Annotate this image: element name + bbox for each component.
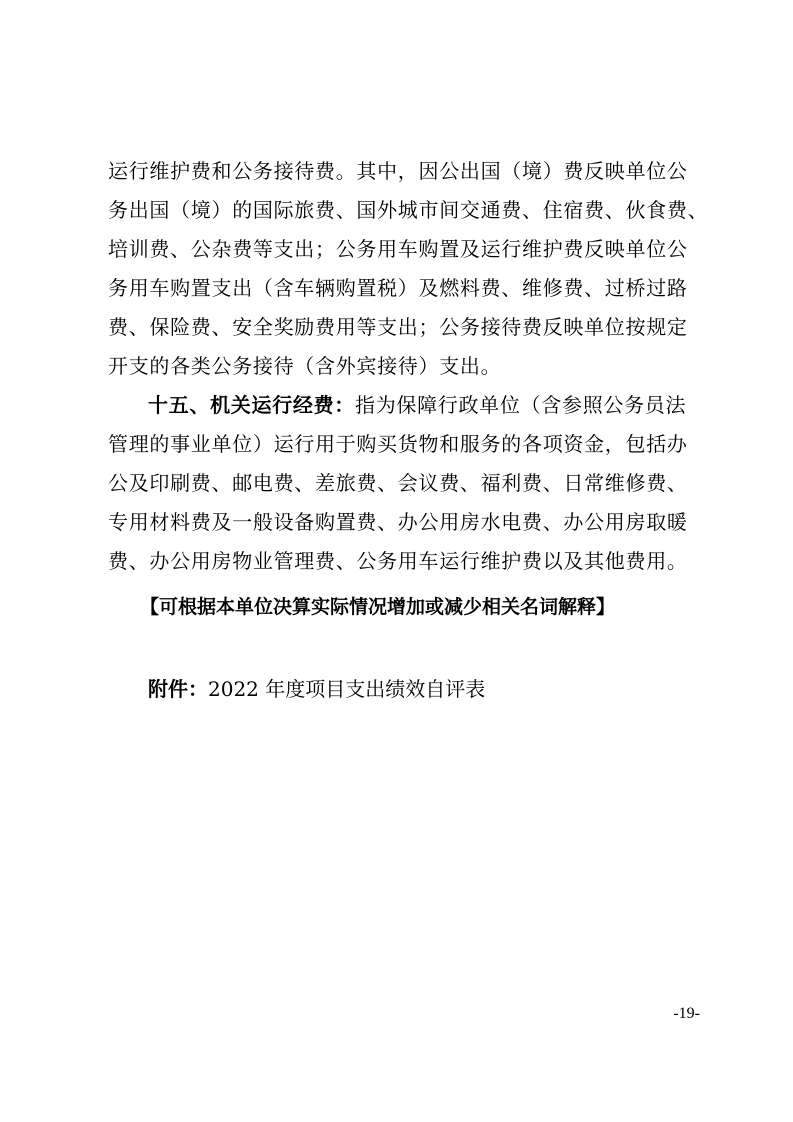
page-number: -19- (673, 1005, 700, 1022)
attachment-title: 2022 年度项目支出绩效自评表 (208, 677, 486, 701)
section-15-first-line (148, 386, 708, 424)
body-text-line: 费、保险费、安全奖励费用等支出；公务接待费反映单位按规定 (108, 315, 688, 339)
body-text-line: 培训费、公杂费等支出；公务用车购置及运行维护费反映单位公 (108, 237, 688, 261)
section-15-first-line-text: 指为保障行政单位（含参照公务员法 (355, 393, 687, 417)
body-text-line: 管理的事业单位）运行用于购买货物和服务的各项资金，包括办 (108, 432, 688, 456)
body-text-line: 公及印刷费、邮电费、差旅费、会议费、福利费、日常维修费、 (108, 471, 688, 495)
editorial-note: 【可根据本单位决算实际情况增加或减少相关名词解释】 (140, 596, 616, 618)
body-text-line: 务出国（境）的国际旅费、国外城市间交通费、住宿费、伙食费、 (108, 198, 708, 222)
section-15-heading: 十五、机关运行经费： (148, 393, 355, 417)
body-text-line: 费、办公用房物业管理费、公务用车运行维护费以及其他费用。 (108, 549, 688, 573)
body-text-line: 开支的各类公务接待（含外宾接待）支出。 (108, 354, 502, 378)
attachment-label: 附件： (148, 677, 208, 701)
body-text-line: 专用材料费及一般设备购置费、办公用房水电费、办公用房取暖 (108, 510, 688, 534)
body-text-line: 务用车购置支出（含车辆购置税）及燃料费、维修费、过桥过路 (108, 276, 688, 300)
body-text-line: 运行维护费和公务接待费。其中，因公出国（境）费反映单位公 (108, 159, 688, 183)
attachment-line (148, 670, 668, 708)
